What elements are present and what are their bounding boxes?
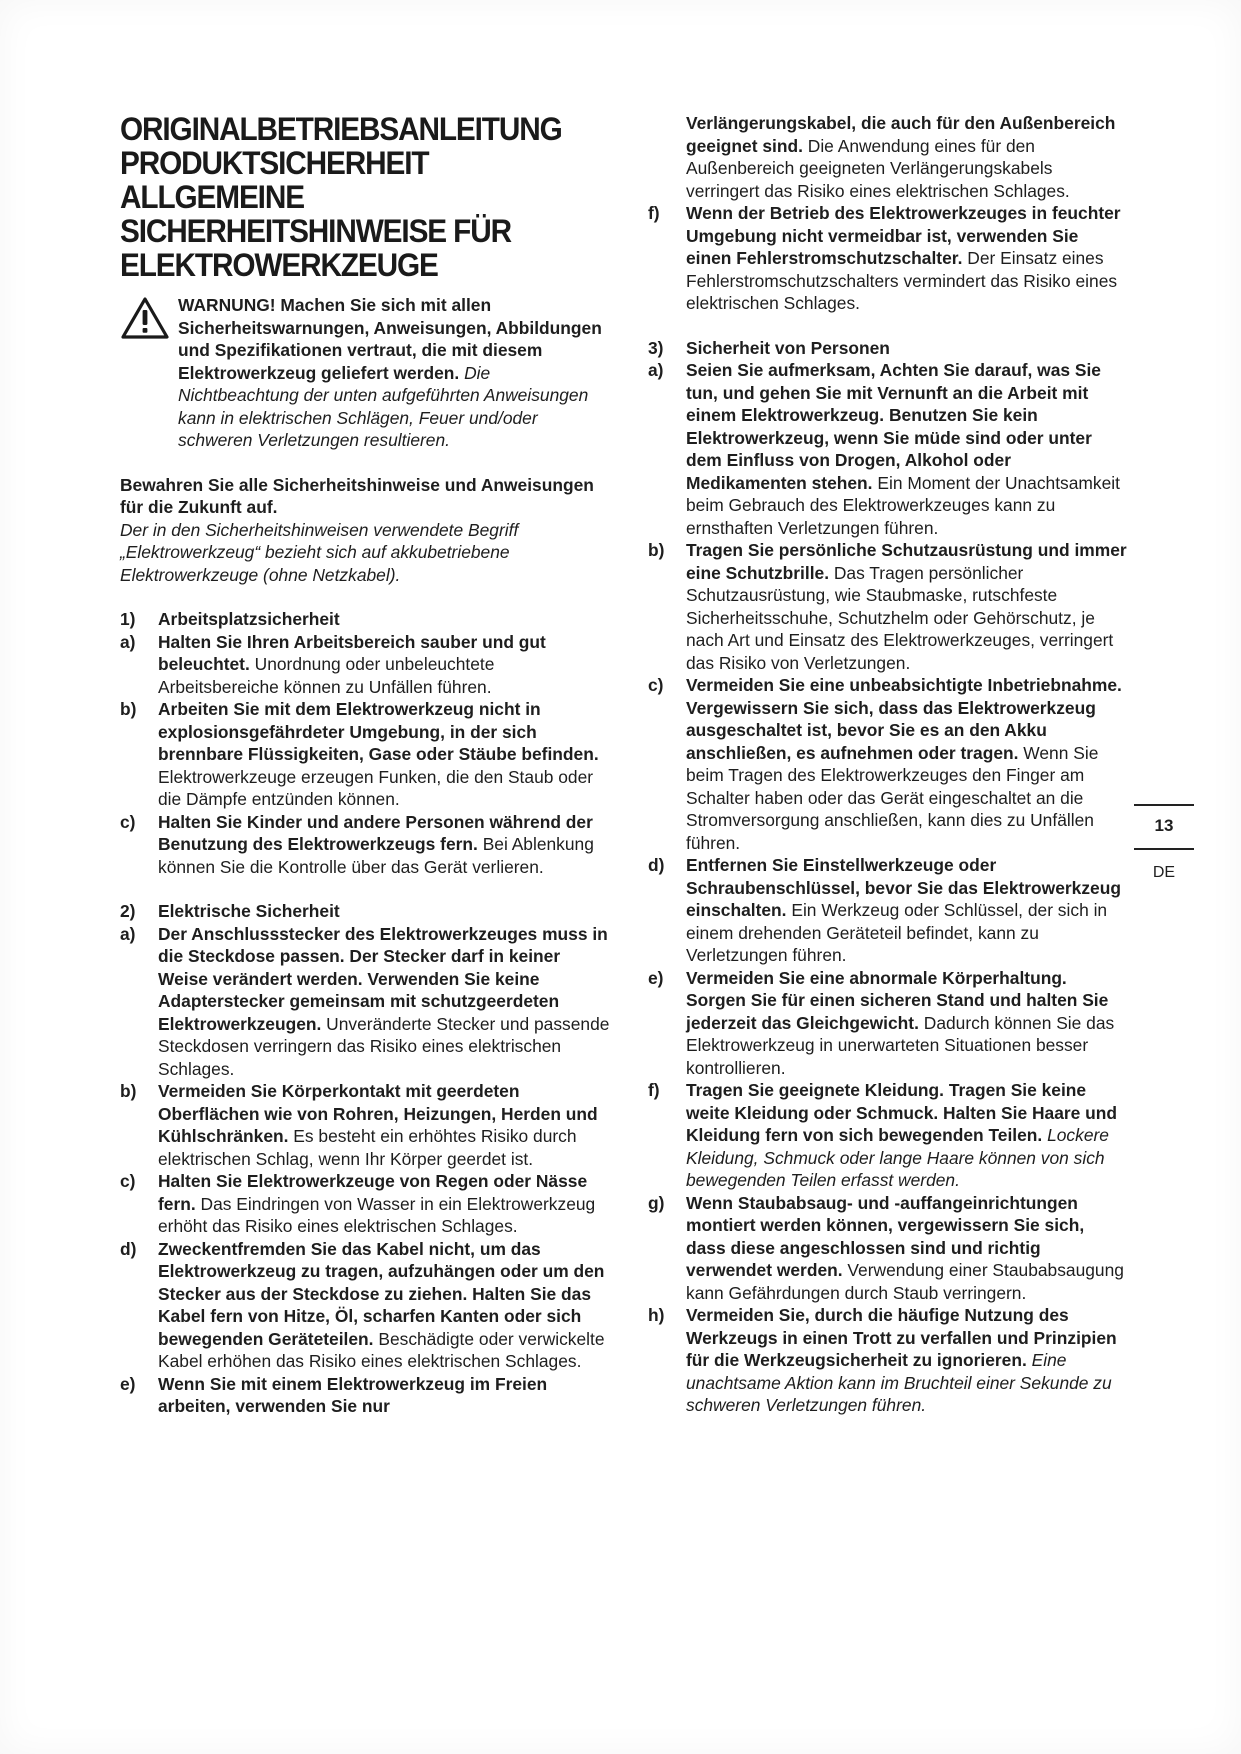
item-bold: Vermeiden Sie eine unbeabsichtigte Inbetriebnahme. Vergewissern Sie sich, dass das Elektrowerkzeug ausgeschaltet ist, bevor Sie es an den Akku anschließen, es aufnehmen oder tragen.: [686, 675, 1122, 763]
item-letter: d): [120, 1238, 137, 1259]
item-text: Wenn Sie beim Tragen des Elektrowerkzeuges den Finger am Schalter haben oder das Gerät eingeschaltet an die Stromversorgung anschließen, kann dies zu Unfällen führen.: [686, 742, 1099, 853]
item-bold: Entfernen Sie Einstellwerkzeuge oder Schraubenschlüssel, bevor Sie das Elektrowerkzeug einschalten.: [686, 855, 1121, 920]
item-letter: b): [648, 540, 665, 560]
item-bold: Halten Sie Elektrowerkzeuge von Regen oder Nässe fern.: [158, 1171, 588, 1214]
warning-block: [120, 294, 612, 452]
item-letter: a): [648, 360, 664, 380]
list-item: [120, 631, 612, 699]
page-title: [120, 112, 578, 282]
keep-instructions-heading: Bewahren Sie alle Sicherheitshinweise und Anweisungen für die Zukunft auf.: [120, 474, 594, 517]
item-text: Ein Werkzeug oder Schlüssel, der sich in einem drehenden Geräteteil befindet, kann zu Verletzungen führen.: [686, 900, 1108, 965]
item-text: Das Tragen persönlicher Schutzausrüstung, wie Staubmaske, rutschfeste Sicherheitsschuhe, Schutzhelm oder Gehörschutz, je nach Art und Einsatz des Elektrowerkzeuges, verringert das Risiko von Verletzungen.: [686, 562, 1114, 673]
item-letter: c): [120, 811, 136, 832]
item-bold: Wenn Staubabsaug- und -auffangeinrichtungen montiert werden können, vergewissern Sie sich, dass diese angeschlossen sind und richtig verwendet werden.: [686, 1192, 1085, 1280]
item-letter: c): [120, 1171, 136, 1191]
left-column: [120, 112, 612, 1418]
item-bold: Verlängerungskabel, die auch für den Außenbereich geeignet sind.: [686, 113, 1116, 156]
item-bold: Zweckentfremden Sie das Kabel nicht, um das Elektrowerkzeug zu tragen, aufzuhängen oder um den Stecker aus der Steckdose zu ziehen. Halten Sie das Kabel fern von Hitze, Öl, scharfen Kanten oder sich bewegenden Geräteteilen.: [158, 1238, 605, 1349]
list-item: [648, 1079, 1128, 1192]
item-letter: g): [648, 1192, 665, 1213]
keep-instructions-note: Der in den Sicherheitshinweisen verwendete Begriff „Elektrowerkzeug“ bezieht sich auf akkubetriebene Elektrowerkzeuge (ohne Netzkabel).: [120, 519, 519, 585]
list-item: [120, 1080, 612, 1170]
item-text: Die Anwendung eines für den Außenbereich geeigneten Verlängerungskabels verringert das Risiko eines elektrischen Schlages.: [686, 135, 1070, 201]
section-number: 2): [120, 901, 136, 921]
item-letter: a): [120, 923, 136, 944]
item-text: Elektrowerkzeuge erzeugen Funken, die den Staub oder die Dämpfe entzünden können.: [158, 766, 594, 809]
item-text: Lockere Kleidung, Schmuck oder lange Haare können von sich bewegenden Teilen erfasst werden.: [686, 1125, 1109, 1190]
section-3-heading: [648, 337, 1128, 360]
item-letter: c): [648, 675, 664, 695]
list-item: [648, 674, 1128, 854]
title-line: ALLGEMEINE: [120, 179, 304, 215]
item-bold: Vermeiden Sie Körperkontakt mit geerdeten Oberflächen wie von Rohren, Heizungen, Herden und Kühlschränken.: [158, 1081, 598, 1146]
list-item: [648, 967, 1128, 1080]
item-letter: h): [648, 1305, 665, 1325]
item-letter: a): [120, 631, 136, 652]
item-letter: b): [120, 1081, 137, 1101]
item-text: Ein Moment der Unachtsamkeit beim Gebrauch des Elektrowerkzeuges kann zu ernsthaften Verletzungen führen.: [686, 472, 1120, 538]
list-item-continuation: [648, 112, 1128, 202]
item-letter: f): [648, 1080, 660, 1100]
item-text: Der Einsatz eines Fehlerstromschutzschalters vermindert das Risiko eines elektrischen Schlages.: [686, 248, 1118, 313]
item-text: Unordnung oder unbeleuchtete Arbeitsbereiche können zu Unfällen führen.: [158, 654, 495, 697]
item-bold: Wenn der Betrieb des Elektrowerkzeuges in feuchter Umgebung nicht vermeidbar ist, verwenden Sie einen Fehlerstromschutzschalter.: [686, 203, 1121, 268]
side-divider-bottom: [1134, 848, 1194, 850]
title-line: ELEKTROWERKZEUGE: [120, 247, 438, 283]
list-item: [120, 1238, 612, 1373]
title-line: SICHERHEITSHINWEISE FÜR: [120, 213, 512, 249]
item-text: Unveränderte Stecker und passende Steckdosen verringern das Risiko eines elektrischen Schlages.: [158, 1013, 610, 1079]
list-item: [120, 811, 612, 879]
section-number: 1): [120, 609, 136, 629]
section-1-heading: [120, 608, 612, 631]
item-text: Dadurch können Sie das Elektrowerkzeug in unerwarteten Situationen besser kontrollieren.: [686, 1012, 1115, 1078]
list-item: [648, 202, 1128, 315]
right-column: [648, 112, 1128, 1417]
item-bold: Wenn Sie mit einem Elektrowerkzeug im Freien arbeiten, verwenden Sie nur: [158, 1373, 548, 1416]
item-bold: Seien Sie aufmerksam, Achten Sie darauf, was Sie tun, und gehen Sie mit Vernunft an die Arbeit mit einem Elektrowerkzeug. Benutzen Sie kein Elektrowerkzeug, wenn Sie müde sind oder unter dem Einfluss von Drogen, Alkohol oder Medikamenten stehen.: [686, 360, 1101, 493]
section-2-heading: [120, 900, 612, 923]
item-text: Eine unachtsame Aktion kann im Bruchteil einer Sekunde zu schweren Verletzungen führen.: [686, 1350, 1112, 1415]
title-line: PRODUKTSICHERHEIT: [120, 145, 429, 181]
page-number: 13: [1154, 816, 1174, 835]
list-item: [120, 1170, 612, 1238]
item-bold: Tragen Sie persönliche Schutzausrüstung und immer eine Schutzbrille.: [686, 540, 1127, 583]
item-bold: Arbeiten Sie mit dem Elektrowerkzeug nicht in explosionsgefährdeter Umgebung, in der sich brennbare Flüssigkeiten, Gase oder Stäube befinden.: [158, 699, 599, 764]
item-bold: Vermeiden Sie eine abnormale Körperhaltung. Sorgen Sie für einen sicheren Stand und halten Sie jederzeit das Gleichgewicht.: [686, 967, 1109, 1033]
list-item: [648, 539, 1128, 674]
warning-triangle-icon: [120, 296, 170, 340]
list-item: [648, 1304, 1128, 1417]
warning-italic-text: Die Nichtbeachtung der unten aufgeführten Anweisungen kann in elektrischen Schlägen, Feuer und/oder schweren Verletzungen resultieren.: [178, 362, 589, 450]
item-letter: f): [648, 203, 660, 223]
section-title: Elektrische Sicherheit: [158, 901, 340, 921]
item-letter: b): [120, 699, 137, 719]
item-bold: Halten Sie Kinder und andere Personen während der Benutzung des Elektrowerkzeugs fern.: [158, 811, 593, 854]
section-title: Sicherheit von Personen: [686, 337, 890, 358]
item-bold: Der Anschlussstecker des Elektrowerkzeuges muss in die Steckdose passen. Der Stecker darf in keiner Weise verändert werden. Verwenden Sie keine Adapterstecker gemeinsam mit schutzgeerdeten Elektrowerkzeugen.: [158, 923, 608, 1034]
list-item: [120, 1373, 612, 1418]
item-bold: Vermeiden Sie, durch die häufige Nutzung des Werkzeugs in einen Trott zu verfallen und Prinzipien für die Werkzeugsicherheit zu ignorieren.: [686, 1305, 1117, 1370]
section-title: Arbeitsplatzsicherheit: [158, 609, 340, 629]
item-letter: e): [120, 1373, 136, 1394]
list-item: [648, 359, 1128, 539]
item-text: Verwendung einer Staubabsaugung kann Gefährdungen durch Staub verringern.: [686, 1260, 1124, 1303]
item-bold: Tragen Sie geeignete Kleidung. Tragen Sie keine weite Kleidung oder Schmuck. Halten Sie Haare und Kleidung fern von sich bewegenden Teilen.: [686, 1080, 1118, 1145]
warning-bold-text: WARNUNG! Machen Sie sich mit allen Sicherheitswarnungen, Anweisungen, Abbildungen und Spezifikationen vertraut, die mit diesem Elektrowerkzeug geliefert werden.: [178, 295, 602, 383]
title-line: ORIGINALBETRIEBSANLEITUNG: [120, 111, 562, 147]
list-item: [648, 854, 1128, 967]
list-item: [120, 698, 612, 811]
language-code: DE: [1152, 864, 1176, 881]
item-text: Bei Ablenkung können Sie die Kontrolle über das Gerät verlieren.: [158, 834, 594, 877]
item-letter: e): [648, 967, 664, 988]
item-text: Beschädigte oder verwickelte Kabel erhöhen das Risiko eines elektrischen Schlages.: [158, 1328, 605, 1371]
list-item: [648, 1192, 1128, 1305]
list-item: [120, 923, 612, 1081]
section-number: 3): [648, 337, 664, 358]
item-text: Es besteht ein erhöhtes Risiko durch elektrischen Schlag, wenn Ihr Körper geerdet ist.: [158, 1126, 577, 1169]
item-letter: d): [648, 855, 665, 875]
side-divider-top: [1134, 804, 1194, 806]
item-bold: Halten Sie Ihren Arbeitsbereich sauber und gut beleuchtet.: [158, 631, 546, 674]
item-text: Das Eindringen von Wasser in ein Elektrowerkzeug erhöht das Risiko eines elektrischen Schlages.: [158, 1193, 596, 1236]
